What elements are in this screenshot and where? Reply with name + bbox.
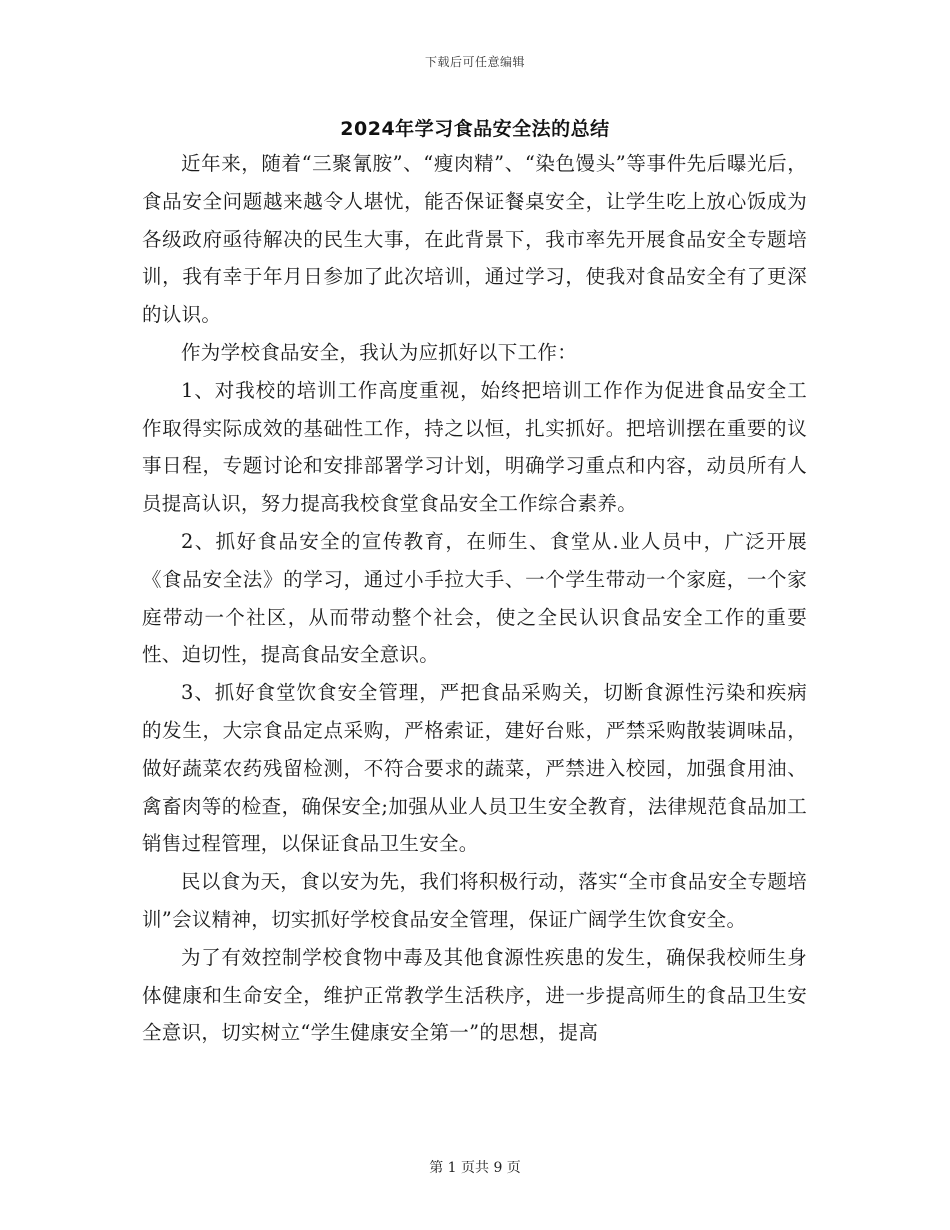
paragraph: 3、抓好食堂饮食安全管理，严把食品采购关，切断食源性污染和疾病的发生，大宗食品定点采购，严格索证，建好台账，严禁采购散装调味品，做好蔬菜农药残留检测，不符合要求的蔬菜，严禁进入校园，加强食用油、禽畜肉等的检查，确保安全;加强从业人员卫生安全教育，法律规范食品加工销售过程管理，以保证食品卫生安全。 — [142, 681, 807, 856]
paragraph: 近年来，随着“三聚氰胺”、“瘦肉精”、“染色馒头”等事件先后曝光后，食品安全问题越来越令人堪忧，能否保证餐桌安全，让学生吃上放心饭成为各级政府亟待解决的民生大事，在此背景下，我市率先开展食品安全专题培训，我有幸于年月日参加了此次培训，通过学习，使我对食品安全有了更深的认识。 — [142, 152, 807, 327]
page-number: 第 1 页共 9 页 — [429, 1160, 521, 1176]
paragraph: 作为学校食品安全，我认为应抓好以下工作： — [181, 340, 578, 364]
document-title: 2024年学习食品安全法的总结 — [340, 118, 610, 140]
paragraph: 1、对我校的培训工作高度重视，始终把培训工作作为促进食品安全工作取得实际成效的基础性工作，持之以恒，扎实抓好。把培训摆在重要的议事日程，专题讨论和安排部署学习计划，明确学习重点和内容，动员所有人员提高认识，努力提高我校食堂食品安全工作综合素养。 — [142, 378, 807, 516]
paragraph: 2、抓好食品安全的宣传教育，在师生、食堂从.业人员中，广泛开展《食品安全法》的学习，通过小手拉大手、一个学生带动一个家庭，一个家庭带动一个社区，从而带动整个社会，使之全民认识食品安全工作的重要性、迫切性，提高食品安全意识。 — [142, 529, 807, 667]
document-body — [142, 145, 807, 1052]
paragraph: 民以食为天，食以安为先，我们将积极行动，落实“全市食品安全专题培训”会议精神，切实抓好学校食品安全管理，保证广阔学生饮食安全。 — [142, 870, 807, 931]
paragraph: 为了有效控制学校食物中毒及其他食源性疾患的发生，确保我校师生身体健康和生命安全，维护正常教学生活秩序，进一步提高师生的食品卫生安全意识，切实树立“学生健康安全第一”的思想，提高 — [142, 945, 807, 1045]
header-note: 下载后可任意编辑 — [424, 55, 525, 69]
